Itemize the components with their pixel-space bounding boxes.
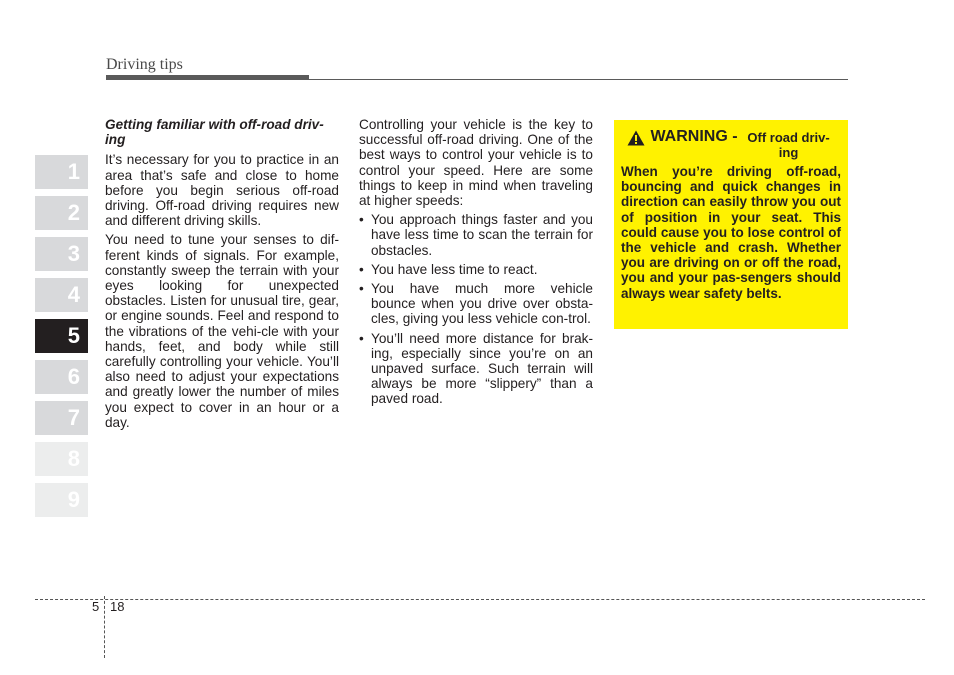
chapter-tab-1[interactable]: 1: [35, 155, 88, 189]
warning-header: [621, 128, 841, 160]
bullet-marker: •: [359, 330, 364, 346]
warning-label: WARNING -: [650, 128, 738, 145]
warning-box: [614, 120, 848, 329]
warning-triangle-icon: [627, 130, 645, 146]
list-item: [359, 281, 593, 327]
bullet-list: [359, 212, 593, 406]
footer-divider: [104, 596, 105, 658]
subheading: Getting familiar with off-road driv-ing: [105, 117, 324, 148]
chapter-tabs: [35, 155, 88, 524]
section-title: Driving tips: [106, 56, 183, 73]
chapter-tab-7[interactable]: 7: [35, 401, 88, 435]
chapter-tab-8[interactable]: 8: [35, 442, 88, 476]
chapter-tab-4[interactable]: 4: [35, 278, 88, 312]
page-number: 18: [110, 599, 125, 614]
bullet-marker: •: [359, 212, 364, 228]
list-item: [359, 262, 593, 277]
list-item-text: You approach things faster and you have less time to scan the terrain for obstacles.: [371, 212, 593, 258]
bullet-marker: •: [359, 281, 364, 297]
list-item: [359, 331, 593, 407]
list-item-text: You have less time to react.: [371, 261, 538, 277]
list-item-text: You have much more vehicle bounce when you drive over obsta-cles, giving you less vehicle con-trol.: [371, 281, 593, 327]
list-item: [359, 212, 593, 258]
header-accent-bar: [106, 75, 309, 80]
text-column-middle: [359, 117, 593, 411]
header-rule: [309, 79, 848, 80]
paragraph: You need to tune your senses to dif-ferent kinds of signals. For example, constantly sweep the terrain with your eyes looking for unexpected obstacles. Listen for unusual tire, gear, or engine sounds. Feel and respond to the vibrations of the vehi-cle with your hands, feet, and body while still carefully controlling your vehicle. You’ll also need to adjust your expectations and greatly lower the number of miles you expect to cover in an hour or a day.: [105, 232, 339, 430]
chapter-tab-6[interactable]: 6: [35, 360, 88, 394]
chapter-tab-5[interactable]: 5: [35, 319, 88, 353]
chapter-tab-3[interactable]: 3: [35, 237, 88, 271]
chapter-tab-2[interactable]: 2: [35, 196, 88, 230]
warning-subtitle: Off road driv-ing: [747, 130, 830, 160]
paragraph: It’s necessary for you to practice in an area that’s safe and close to home before you begin serious off-road driving. Off-road driving requires new and different driving skills.: [105, 152, 339, 229]
footer-rule: [35, 599, 925, 600]
page-chapter-number: 5: [92, 599, 100, 614]
list-item-text: You’ll need more distance for brak-ing, especially since you’re on an unpaved surface. Such terrain will always be more “slippery” than a paved road.: [371, 330, 593, 407]
chapter-tab-9[interactable]: 9: [35, 483, 88, 517]
bullet-marker: •: [359, 261, 364, 277]
intro-paragraph: Controlling your vehicle is the key to successful off-road driving. One of the best ways to control your vehicle is to control your speed. Here are some things to keep in mind when traveling at higher speeds:: [359, 117, 593, 209]
warning-body: When you’re driving off-road, bouncing and quick changes in direction can easily throw you out of position in your seat. This could cause you to lose control of the vehicle and crash. Whether you are driving on or off the road, you and your pas-sengers should always wear safety belts.: [621, 164, 841, 301]
text-column-left: [105, 117, 339, 434]
